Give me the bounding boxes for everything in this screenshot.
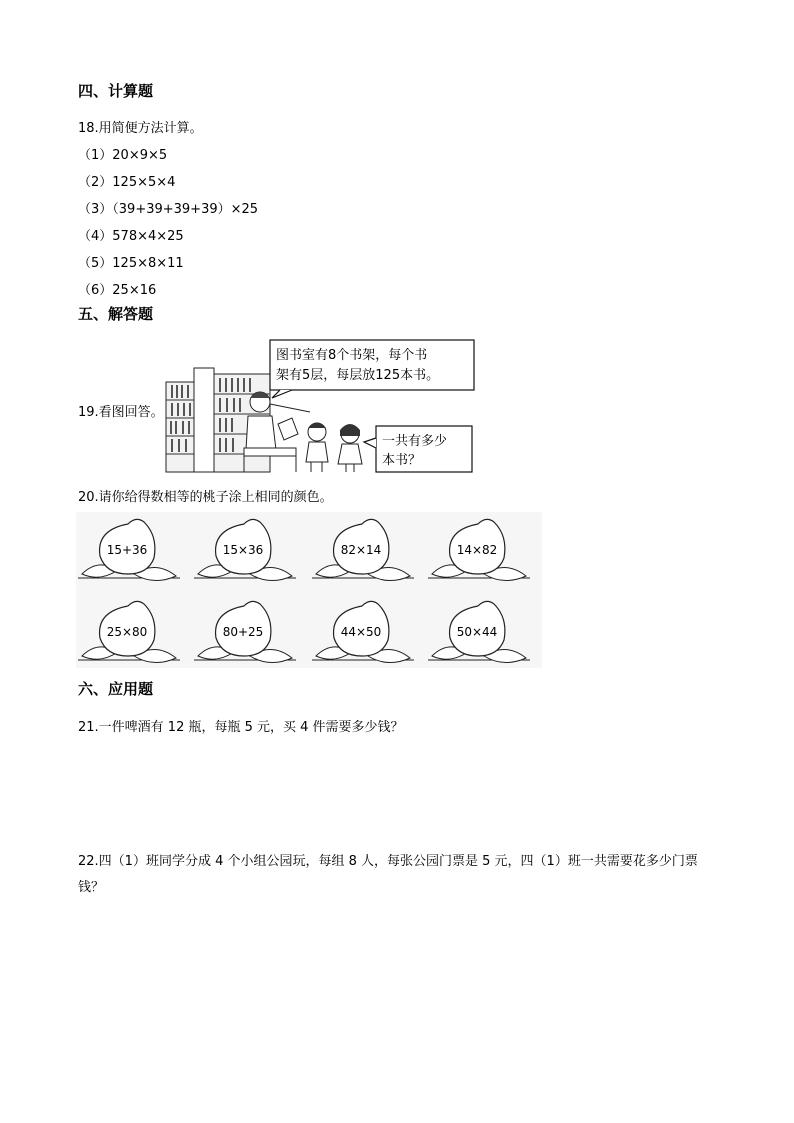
peach-label: 44×50 [340, 625, 382, 639]
peach-label: 25×80 [106, 625, 148, 639]
peach-label: 14×82 [456, 543, 498, 557]
bubble2-line1: 一共有多少 [382, 434, 448, 449]
section-heading-answer: 五、解答题 [78, 305, 154, 323]
q22-line1: 22.四（1）班同学分成 4 个小组公园玩，每组 8 人，每张公园门票是 5 元，四（1）班一共需要花多少门票 [78, 854, 698, 869]
peach-label: 15+36 [106, 543, 148, 557]
q18-item-5: （5）125×8×11 [78, 256, 184, 271]
q18-stem: 18.用简便方法计算。 [78, 121, 203, 136]
q19-stem: 19.看图回答。 [78, 405, 164, 420]
bubble1-line1: 图书室有8个书架，每个书 [276, 348, 428, 363]
section-heading-application: 六、应用题 [78, 680, 154, 698]
q21-stem: 21.一件啤酒有 12 瓶，每瓶 5 元，买 4 件需要多少钱？ [78, 720, 404, 735]
peaches-figure [76, 512, 542, 668]
section-heading-calculation: 四、计算题 [78, 82, 154, 100]
bubble1-line2: 架有5层，每层放125本书。 [276, 368, 440, 383]
q18-item-6: （6）25×16 [78, 283, 157, 298]
peach-label: 82×14 [340, 543, 382, 557]
peach-label: 50×44 [456, 625, 498, 639]
bubble2-line2: 本书？ [382, 453, 422, 468]
q18-item-3: （3）（39+39+39+39）×25 [78, 202, 259, 217]
library-illustration [160, 338, 480, 474]
q22-line2: 钱？ [78, 880, 105, 895]
q18-item-2: （2）125×5×4 [78, 175, 176, 190]
q18-item-1: （1）20×9×5 [78, 148, 168, 163]
q20-stem: 20.请你给得数相等的桃子涂上相同的颜色。 [78, 490, 333, 505]
peach-label: 80+25 [222, 625, 264, 639]
peach-label: 15×36 [222, 543, 264, 557]
q18-item-4: （4）578×4×25 [78, 229, 184, 244]
